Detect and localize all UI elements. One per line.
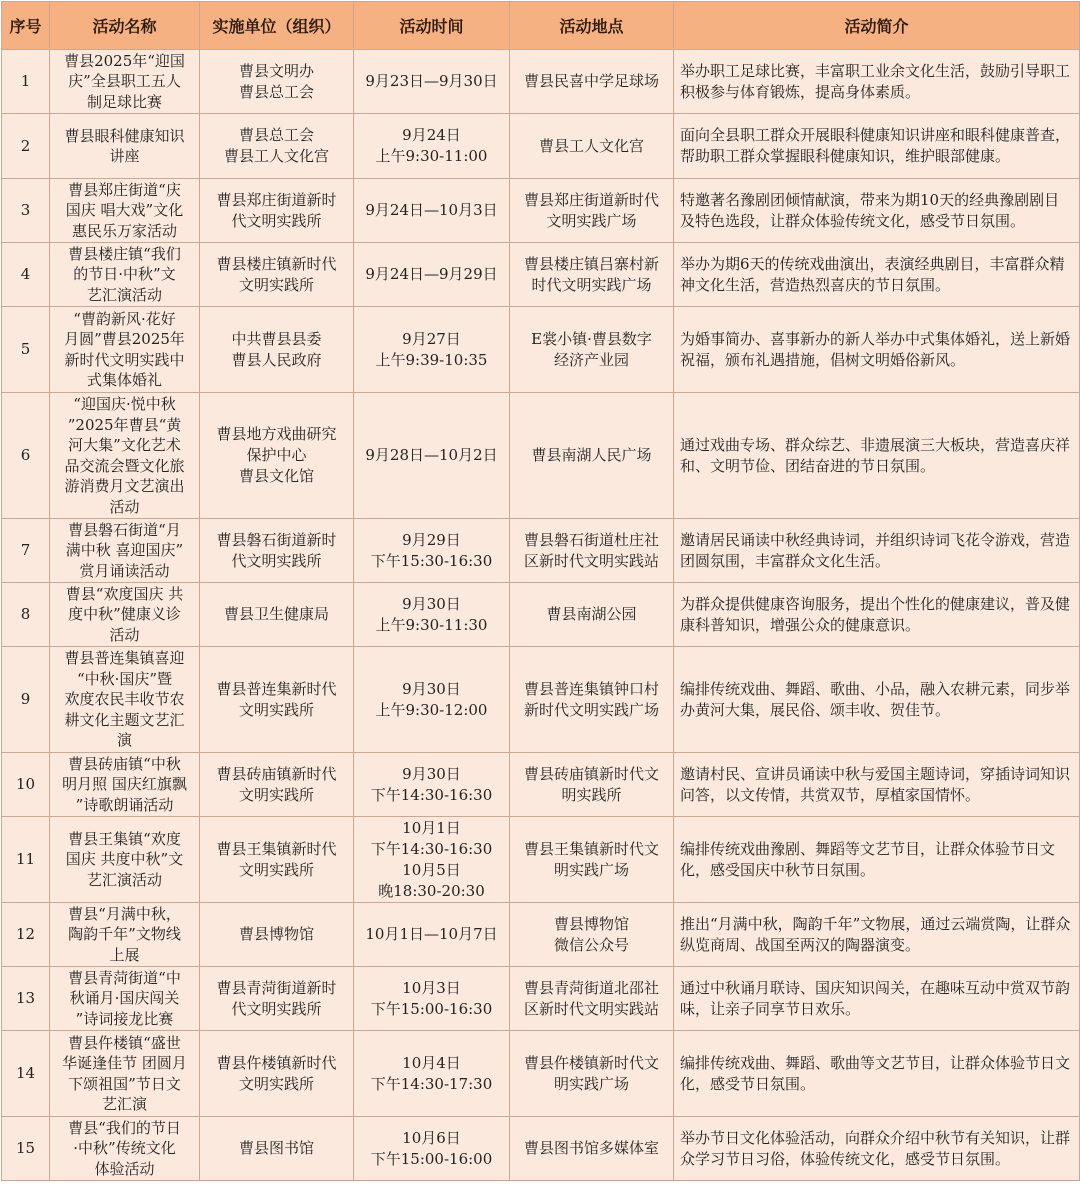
cell-serial: 3 (2, 179, 50, 243)
cell-organizer: 曹县楼庄镇新时代 文明实践所 (200, 243, 354, 307)
cell-activity-time: 10月1日 下午14:30-16:30 10月5日 晚18:30-20:30 (354, 817, 510, 903)
cell-activity-place: 曹县砖庙镇新时代文 明实践所 (510, 753, 674, 817)
cell-organizer: 曹县普连集新时代 文明实践所 (200, 647, 354, 753)
cell-activity-place: 曹县王集镇新时代文 明实践广场 (510, 817, 674, 903)
table-row (2, 114, 1080, 179)
cell-activity-name: 曹县郑庄街道“庆 国庆 唱大戏”文化 惠民乐万家活动 (50, 179, 200, 243)
cell-activity-place: 曹县郑庄街道新时代 文明实践广场 (510, 179, 674, 243)
cell-activity-place: 曹县青菏街道北邵社 区新时代文明实践站 (510, 967, 674, 1031)
cell-activity-name: “曹韵新风·花好 月圆”曹县2025年 新时代文明实践中 式集体婚礼 (50, 307, 200, 393)
cell-activity-time: 9月30日 上午9:30-11:30 (354, 583, 510, 647)
table-row (2, 647, 1080, 753)
cell-activity-description: 举办为期6天的传统戏曲演出，表演经典剧目，丰富群众精神文化生活，营造热烈喜庆的节日氛围。 (674, 243, 1080, 307)
cell-organizer: 曹县图书馆 (200, 1117, 354, 1181)
cell-activity-description: 推出“月满中秋，陶韵千年”文物展，通过云端赏陶，让群众纵览商周、战国至两汉的陶器演变。 (674, 903, 1080, 967)
cell-serial: 2 (2, 114, 50, 179)
cell-activity-description: 通过戏曲专场、群众综艺、非遗展演三大板块，营造喜庆祥和、文明节俭、团结奋进的节日氛围。 (674, 393, 1080, 519)
cell-activity-description: 编排传统戏曲、舞蹈、歌曲、小品，融入农耕元素，同步举办黄河大集，展民俗、颂丰收、贺佳节。 (674, 647, 1080, 753)
cell-activity-name: 曹县“欢度国庆 共 度中秋”健康义诊 活动 (50, 583, 200, 647)
header-serial: 序号 (2, 2, 50, 50)
cell-activity-name: 曹县王集镇“欢度 国庆 共度中秋”文 艺汇演活动 (50, 817, 200, 903)
cell-organizer: 曹县文明办 曹县总工会 (200, 50, 354, 114)
cell-activity-place: 曹县图书馆多媒体室 (510, 1117, 674, 1181)
cell-activity-time: 9月23日—9月30日 (354, 50, 510, 114)
cell-serial: 5 (2, 307, 50, 393)
events-table (1, 1, 1080, 1181)
cell-activity-description: 面向全县职工群众开展眼科健康知识讲座和眼科健康普查，帮助职工群众掌握眼科健康知识，维护眼部健康。 (674, 114, 1080, 179)
cell-organizer: 曹县地方戏曲研究 保护中心 曹县文化馆 (200, 393, 354, 519)
table-row (2, 519, 1080, 583)
table-row (2, 753, 1080, 817)
cell-organizer: 曹县砖庙镇新时代 文明实践所 (200, 753, 354, 817)
cell-activity-place: 曹县民喜中学足球场 (510, 50, 674, 114)
table-row (2, 50, 1080, 114)
cell-serial: 6 (2, 393, 50, 519)
cell-activity-description: 邀请居民诵读中秋经典诗词，并组织诗词飞花令游戏，营造团圆氛围，丰富群众文化生活。 (674, 519, 1080, 583)
table-row (2, 583, 1080, 647)
cell-activity-name: 曹县青菏街道“中 秋诵月·国庆闯关 ”诗词接龙比赛 (50, 967, 200, 1031)
cell-activity-time: 10月6日 下午15:00-16:00 (354, 1117, 510, 1181)
cell-activity-place: 曹县普连集镇钟口村 新时代文明实践广场 (510, 647, 674, 753)
table-body (2, 50, 1080, 1181)
cell-activity-place: 曹县工人文化宫 (510, 114, 674, 179)
cell-activity-name: 曹县“月满中秋， 陶韵千年”文物线 上展 (50, 903, 200, 967)
cell-activity-time: 9月28日—10月2日 (354, 393, 510, 519)
table-row (2, 1031, 1080, 1117)
cell-serial: 8 (2, 583, 50, 647)
cell-activity-name: 曹县楼庄镇“我们 的节日·中秋”文 艺汇演活动 (50, 243, 200, 307)
cell-activity-time: 9月24日—9月29日 (354, 243, 510, 307)
cell-activity-time: 10月3日 下午15:00-16:30 (354, 967, 510, 1031)
table-row (2, 1117, 1080, 1181)
table-row (2, 179, 1080, 243)
header-activity-time: 活动时间 (354, 2, 510, 50)
table-row (2, 817, 1080, 903)
cell-serial: 9 (2, 647, 50, 753)
cell-activity-name: 曹县2025年“迎国 庆”全县职工五人 制足球比赛 (50, 50, 200, 114)
header-row (2, 2, 1080, 50)
cell-activity-time: 9月27日 上午9:39-10:35 (354, 307, 510, 393)
cell-organizer: 曹县郑庄街道新时 代文明实践所 (200, 179, 354, 243)
cell-organizer: 曹县王集镇新时代 文明实践所 (200, 817, 354, 903)
table-row (2, 393, 1080, 519)
cell-activity-place: E裳小镇·曹县数字 经济产业园 (510, 307, 674, 393)
cell-activity-description: 特邀著名豫剧团倾情献演，带来为期10天的经典豫剧剧目及特色选段，让群众体验传统文化，感受节日氛围。 (674, 179, 1080, 243)
table-row (2, 903, 1080, 967)
cell-activity-place: 曹县楼庄镇吕寨村新 时代文明实践广场 (510, 243, 674, 307)
cell-activity-description: 通过中秋诵月联诗、国庆知识闯关，在趣味互动中赏双节韵味，让亲子同享节日欢乐。 (674, 967, 1080, 1031)
header-activity-place: 活动地点 (510, 2, 674, 50)
cell-activity-description: 为群众提供健康咨询服务，提出个性化的健康建议，普及健康科普知识，增强公众的健康意识。 (674, 583, 1080, 647)
cell-activity-description: 为婚事简办、喜事新办的新人举办中式集体婚礼，送上新婚祝福，颁布礼遇措施，倡树文明婚俗新风。 (674, 307, 1080, 393)
cell-serial: 14 (2, 1031, 50, 1117)
cell-serial: 10 (2, 753, 50, 817)
cell-activity-description: 举办职工足球比赛，丰富职工业余文化生活，鼓励引导职工积极参与体育锻炼，提高身体素质。 (674, 50, 1080, 114)
cell-serial: 4 (2, 243, 50, 307)
cell-activity-name: “迎国庆·悦中秋 ”2025年曹县“黄 河大集”文化艺术 品交流会暨文化旅 游消费月文艺演出 活动 (50, 393, 200, 519)
cell-activity-description: 编排传统戏曲豫剧、舞蹈等文艺节目，让群众体验节日文化，感受国庆中秋节日氛围。 (674, 817, 1080, 903)
cell-activity-time: 9月30日 下午14:30-16:30 (354, 753, 510, 817)
cell-activity-time: 9月29日 下午15:30-16:30 (354, 519, 510, 583)
cell-activity-description: 编排传统戏曲、舞蹈、歌曲等文艺节目，让群众体验节日文化，感受节日氛围。 (674, 1031, 1080, 1117)
cell-activity-description: 邀请村民、宣讲员诵读中秋与爱国主题诗词，穿插诗词知识问答，以文传情，共赏双节，厚植家国情怀。 (674, 753, 1080, 817)
cell-activity-time: 9月24日 上午9:30-11:00 (354, 114, 510, 179)
cell-activity-name: 曹县仵楼镇“盛世 华诞逢佳节 团圆月 下颂祖国”节日文 艺汇演 (50, 1031, 200, 1117)
cell-activity-name: 曹县砖庙镇“中秋 明月照 国庆红旗飘 ”诗歌朗诵活动 (50, 753, 200, 817)
cell-activity-name: 曹县“我们的节日 ·中秋”传统文化 体验活动 (50, 1117, 200, 1181)
cell-organizer: 曹县仵楼镇新时代 文明实践所 (200, 1031, 354, 1117)
cell-serial: 13 (2, 967, 50, 1031)
cell-organizer: 曹县总工会 曹县工人文化宫 (200, 114, 354, 179)
header-organizer: 实施单位（组织） (200, 2, 354, 50)
cell-activity-time: 9月30日 上午9:30-12:00 (354, 647, 510, 753)
cell-activity-name: 曹县眼科健康知识 讲座 (50, 114, 200, 179)
cell-organizer: 曹县博物馆 (200, 903, 354, 967)
cell-activity-time: 10月4日 下午14:30-17:30 (354, 1031, 510, 1117)
cell-serial: 12 (2, 903, 50, 967)
cell-activity-description: 举办节日文化体验活动，向群众介绍中秋节有关知识，让群众学习节日习俗，体验传统文化，感受节日氛围。 (674, 1117, 1080, 1181)
cell-activity-name: 曹县普连集镇喜迎 “中秋·国庆”暨 欢度农民丰收节农 耕文化主题文艺汇 演 (50, 647, 200, 753)
cell-activity-place: 曹县南湖人民广场 (510, 393, 674, 519)
cell-activity-place: 曹县博物馆 微信公众号 (510, 903, 674, 967)
cell-organizer: 曹县磐石街道新时 代文明实践所 (200, 519, 354, 583)
cell-organizer: 中共曹县县委 曹县人民政府 (200, 307, 354, 393)
cell-activity-time: 9月24日—10月3日 (354, 179, 510, 243)
cell-serial: 15 (2, 1117, 50, 1181)
cell-activity-place: 曹县南湖公园 (510, 583, 674, 647)
table-row (2, 243, 1080, 307)
cell-activity-name: 曹县磐石街道“月 满中秋 喜迎国庆” 赏月诵读活动 (50, 519, 200, 583)
table-row (2, 307, 1080, 393)
cell-serial: 1 (2, 50, 50, 114)
cell-activity-time: 10月1日—10月7日 (354, 903, 510, 967)
cell-organizer: 曹县青菏街道新时 代文明实践所 (200, 967, 354, 1031)
header-activity-name: 活动名称 (50, 2, 200, 50)
table-row (2, 967, 1080, 1031)
cell-serial: 7 (2, 519, 50, 583)
cell-organizer: 曹县卫生健康局 (200, 583, 354, 647)
cell-serial: 11 (2, 817, 50, 903)
cell-activity-place: 曹县仵楼镇新时代文 明实践广场 (510, 1031, 674, 1117)
cell-activity-place: 曹县磐石街道杜庄社 区新时代文明实践站 (510, 519, 674, 583)
header-activity-description: 活动简介 (674, 2, 1080, 50)
